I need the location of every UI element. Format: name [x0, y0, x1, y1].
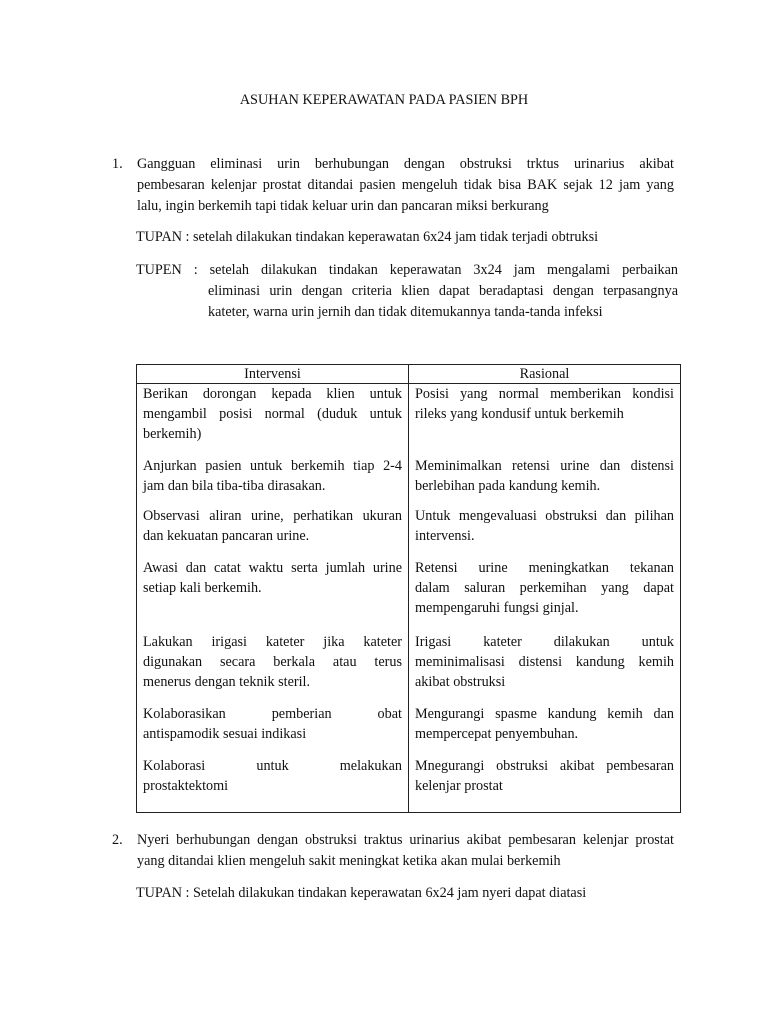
rasional-cell: [415, 456, 674, 496]
diagnosis-2: [112, 830, 674, 872]
diagnosis-1-text: [137, 154, 674, 217]
cell-line: Mengurangi spasme kandung kemih dan: [415, 706, 674, 722]
cell-line: mengambil posisi normal (duduk untuk: [143, 406, 402, 422]
cell-line: berkemih): [143, 426, 202, 442]
intervensi-cell: [143, 632, 402, 692]
cell-line: dalam saluran perkemihan yang dapat: [415, 580, 674, 596]
cell-line: mempercepat penyembuhan.: [415, 726, 579, 742]
intervention-table: [136, 364, 681, 813]
cell-line: setiap kali berkemih.: [143, 580, 262, 596]
cell-line: Observasi aliran urine, perhatikan ukuran: [143, 508, 402, 524]
intervensi-cell: [143, 506, 402, 546]
table-row: [137, 756, 681, 813]
intervensi-cell: [143, 756, 402, 796]
rasional-cell: [415, 506, 674, 546]
cell-line: Awasi dan catat waktu serta jumlah urine: [143, 560, 402, 576]
cell-line: prostaktektomi: [143, 778, 229, 794]
table-row: [137, 632, 681, 704]
rasional-cell: [415, 756, 674, 796]
cell-line: Retensi urine meningkatkan tekanan: [415, 560, 674, 576]
cell-line: Meminimalkan retensi urine dan distensi: [415, 458, 674, 474]
cell-line: berlebihan pada kandung kemih.: [415, 478, 601, 494]
cell-line: Posisi yang normal memberikan kondisi: [415, 386, 674, 402]
table-row: [137, 558, 681, 632]
intervensi-cell: [143, 704, 402, 744]
diagnosis-2-number: 2.: [112, 832, 123, 848]
diagnosis-1-line: lalu, ingin berkemih tapi tidak keluar urin dan pancaran miksi berkurang: [137, 198, 549, 214]
cell-line: Anjurkan pasien untuk berkemih tiap 2-4: [143, 458, 402, 474]
cell-line: digunakan secara berkala atau terus: [143, 654, 402, 670]
cell-line: Mnegurangi obstruksi akibat pembesaran: [415, 758, 674, 774]
rasional-cell: [415, 704, 674, 744]
diagnosis-2-text: [137, 830, 674, 872]
cell-line: meminimalisasi distensi kandung kemih: [415, 654, 674, 670]
diagnosis-1-number: 1.: [112, 156, 123, 172]
table-row: [137, 506, 681, 558]
header-intervensi: Intervensi: [137, 365, 409, 384]
cell-line: mempengaruhi fungsi ginjal.: [415, 600, 579, 616]
cell-line: Lakukan irigasi kateter jika kateter: [143, 634, 402, 650]
document-title: ASUHAN KEPERAWATAN PADA PASIEN BPH: [239, 92, 529, 108]
diagnosis-2-tupan: TUPAN : Setelah dilakukan tindakan keperawatan 6x24 jam nyeri dapat diatasi: [136, 885, 587, 901]
table-row: [137, 456, 681, 506]
diagnosis-2-line: Nyeri berhubungan dengan obstruksi traktus urinarius akibat pembesaran kelenjar prostat: [137, 832, 674, 848]
cell-line: Irigasi kateter dilakukan untuk: [415, 634, 674, 650]
intervensi-cell: [143, 384, 402, 444]
cell-line: rileks yang kondusif untuk berkemih: [415, 406, 624, 422]
cell-line: jam dan bila tiba-tiba dirasakan.: [143, 478, 326, 494]
cell-line: akibat obstruksi: [415, 674, 506, 690]
tupen-line: kateter, warna urin jernih dan tidak ditemukannya tanda-tanda infeksi: [208, 304, 603, 320]
cell-line: Kolaborasikan pemberian obat: [143, 706, 402, 722]
diagnosis-1-tupen: [136, 260, 678, 323]
diagnosis-1-line: Gangguan eliminasi urin berhubungan dengan obstruksi trktus urinarius akibat: [137, 156, 674, 172]
tupen-line: TUPEN : setelah dilakukan tindakan keperawatan 3x24 jam mengalami perbaikan: [136, 262, 678, 278]
cell-line: Berikan dorongan kepada klien untuk: [143, 386, 402, 402]
table-row: [137, 704, 681, 756]
intervensi-cell: [143, 456, 402, 496]
table-header-row: [137, 365, 681, 384]
cell-line: antispamodik sesuai indikasi: [143, 726, 307, 742]
intervensi-cell: [143, 558, 402, 598]
diagnosis-1-line: pembesaran kelenjar prostat ditandai pasien mengeluh tidak bisa BAK sejak 12 jam yang: [137, 177, 674, 193]
header-rasional: Rasional: [409, 365, 681, 384]
diagnosis-1: [112, 154, 674, 217]
rasional-cell: [415, 558, 674, 618]
rasional-cell: [415, 384, 674, 424]
diagnosis-1-tupan: TUPAN : setelah dilakukan tindakan keperawatan 6x24 jam tidak terjadi obtruksi: [136, 229, 599, 245]
rasional-cell: [415, 632, 674, 692]
diagnosis-2-line: yang ditandai klien mengeluh sakit meningkat ketika akan mulai berkemih: [137, 853, 561, 869]
cell-line: intervensi.: [415, 528, 475, 544]
table-row: [137, 384, 681, 457]
cell-line: kelenjar prostat: [415, 778, 503, 794]
cell-line: Kolaborasi untuk melakukan: [143, 758, 402, 774]
tupen-line: eliminasi urin dengan criteria klien dapat beradaptasi dengan terpasangnya: [208, 283, 678, 299]
cell-line: Untuk mengevaluasi obstruksi dan pilihan: [415, 508, 674, 524]
cell-line: dan kekuatan pancaran urine.: [143, 528, 310, 544]
cell-line: menerus dengan teknik steril.: [143, 674, 311, 690]
